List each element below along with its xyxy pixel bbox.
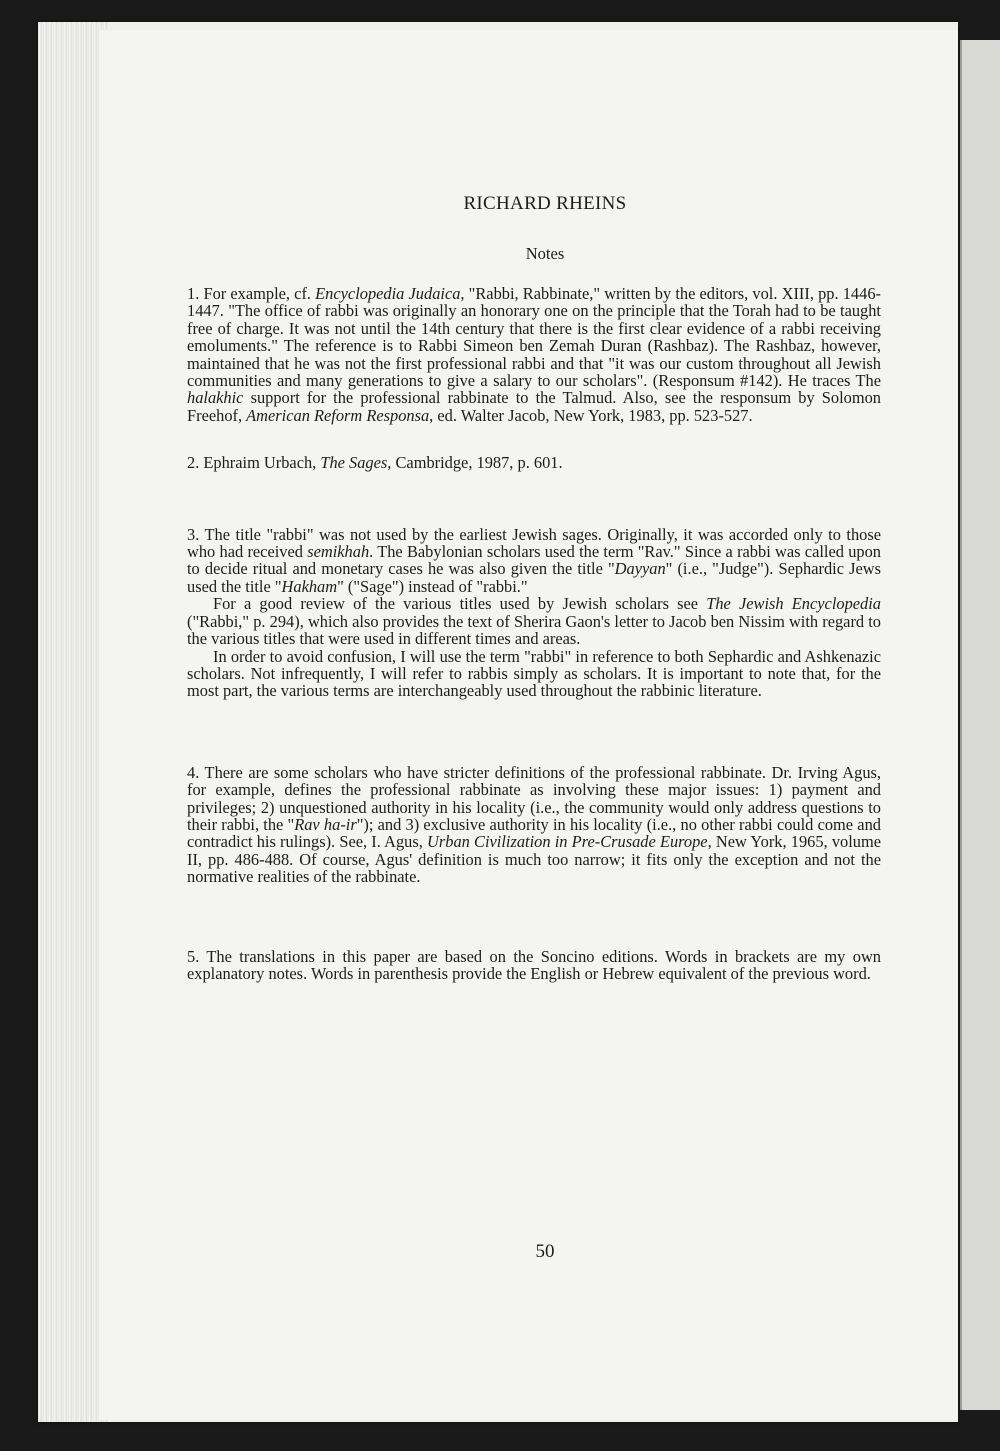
italic-run: American Reform Responsa bbox=[246, 405, 430, 425]
note-paragraph bbox=[187, 648, 881, 700]
notes-heading: Notes bbox=[525, 244, 565, 263]
note-5 bbox=[187, 948, 881, 983]
italic-run: The Jewish Encyclopedia bbox=[706, 594, 881, 614]
page-number: 50 bbox=[535, 1241, 555, 1262]
facing-page-edge bbox=[960, 40, 1000, 1410]
text-run: . The Babylonian scholars used the term "Rav." Since a rabbi was called upon to decide ritual and monetary cases he was also given the title " bbox=[187, 542, 881, 579]
italic-run: Encyclopedia Judaica bbox=[315, 284, 461, 303]
text-run: ("Rabbi," p. 294), which also provides the text of Sherira Gaon's letter to Jacob ben Nissim with regard to the various titles that were used in different times and areas. bbox=[187, 611, 881, 649]
text-run: 1. For example, cf. bbox=[187, 284, 316, 303]
text-run: support for the professional rabbinate to the Talmud. Also, see the responsum by Solomon Freehof, bbox=[187, 388, 881, 425]
note-paragraph bbox=[187, 454, 881, 471]
text-run: , New York, 1965, volume II, pp. 486-488. Of course, Agus' definition is much too narrow; it fits only the exception and not the normative realities of the rabbinate. bbox=[187, 832, 881, 887]
note-3 bbox=[187, 526, 881, 700]
italic-run: Dayyan bbox=[614, 559, 666, 579]
note-paragraph bbox=[187, 764, 881, 886]
notes-list bbox=[187, 285, 881, 988]
text-run: In order to avoid confusion, I will use the term "rabbi" in reference to both Sephardic and Ashkenazic scholars. Not infrequently, I will refer to rabbis simply as scholars. It is important to note that, for the most part, the various terms are interchangeably used throughout the rabbinic literature. bbox=[187, 646, 881, 701]
book-page bbox=[100, 30, 958, 1420]
text-run: , Cambridge, 1987, p. 601. bbox=[387, 453, 563, 473]
text-run: 5. The translations in this paper are based on the Soncino editions. Words in brackets are my own explanatory notes. Words in parenthesis provide the English or Hebrew equivalent of the previous word. bbox=[187, 946, 881, 983]
text-run: For a good review of the various titles used by Jewish scholars see bbox=[213, 594, 707, 614]
text-run: , "Rabbi, Rabbinate," written by the editors, vol. XIII, pp. 1446-1447. "The office of rabbi was originally an honorary one on the principle that the Torah had to be taught free of charge. It was not until the 14th century that there is the first clear evidence of a rabbi receiving emoluments." The reference is to Rabbi Simeon ben Zemah Duran (Rashbaz). The Rashbaz, however, maintained that he was not the first professional rabbi and that "it was our custom throughout all Jewish communities and many generations to give a salary to our scholars". (Responsum #142). He traces The bbox=[187, 284, 881, 391]
italic-run: The Sages bbox=[320, 453, 388, 473]
note-2 bbox=[187, 454, 881, 471]
italic-run: Rav ha-ir bbox=[294, 814, 357, 834]
running-header: RICHARD RHEINS bbox=[463, 193, 627, 214]
note-paragraph bbox=[187, 285, 881, 424]
text-run: " (i.e., "Judge"). Sephardic Jews used the title " bbox=[187, 559, 881, 596]
note-4 bbox=[187, 764, 881, 886]
text-run: 4. There are some scholars who have stricter definitions of the professional rabbinate. Dr. Irving Agus, for example, defines the professional rabbinate as involving these major issues: 1) payment and privileges; 2) unquestioned authority in his locality (i.e., the community would only address questions to their rabbi, the " bbox=[187, 762, 881, 834]
note-paragraph bbox=[187, 948, 881, 983]
italic-run: semikhah bbox=[307, 542, 370, 562]
note-paragraph bbox=[187, 595, 881, 647]
page-edges bbox=[38, 22, 108, 1422]
text-run: 3. The title "rabbi" was not used by the earliest Jewish sages. Originally, it was accorded only to those who had received bbox=[187, 524, 881, 562]
text-run: "); and 3) exclusive authority in his locality (i.e., no other rabbi could come and contradict his rulings). See, I. Agus, bbox=[187, 814, 881, 852]
note-1 bbox=[187, 285, 881, 424]
text-run: 2. Ephraim Urbach, bbox=[187, 453, 321, 473]
italic-run: halakhic bbox=[187, 388, 244, 408]
text-run: " ("Sage") instead of "rabbi." bbox=[337, 576, 528, 596]
text-run: , ed. Walter Jacob, New York, 1983, pp. 523-527. bbox=[429, 405, 753, 425]
italic-run: Urban Civilization in Pre-Crusade Europe bbox=[427, 832, 708, 852]
note-paragraph bbox=[187, 526, 881, 596]
italic-run: Hakham bbox=[281, 576, 338, 596]
